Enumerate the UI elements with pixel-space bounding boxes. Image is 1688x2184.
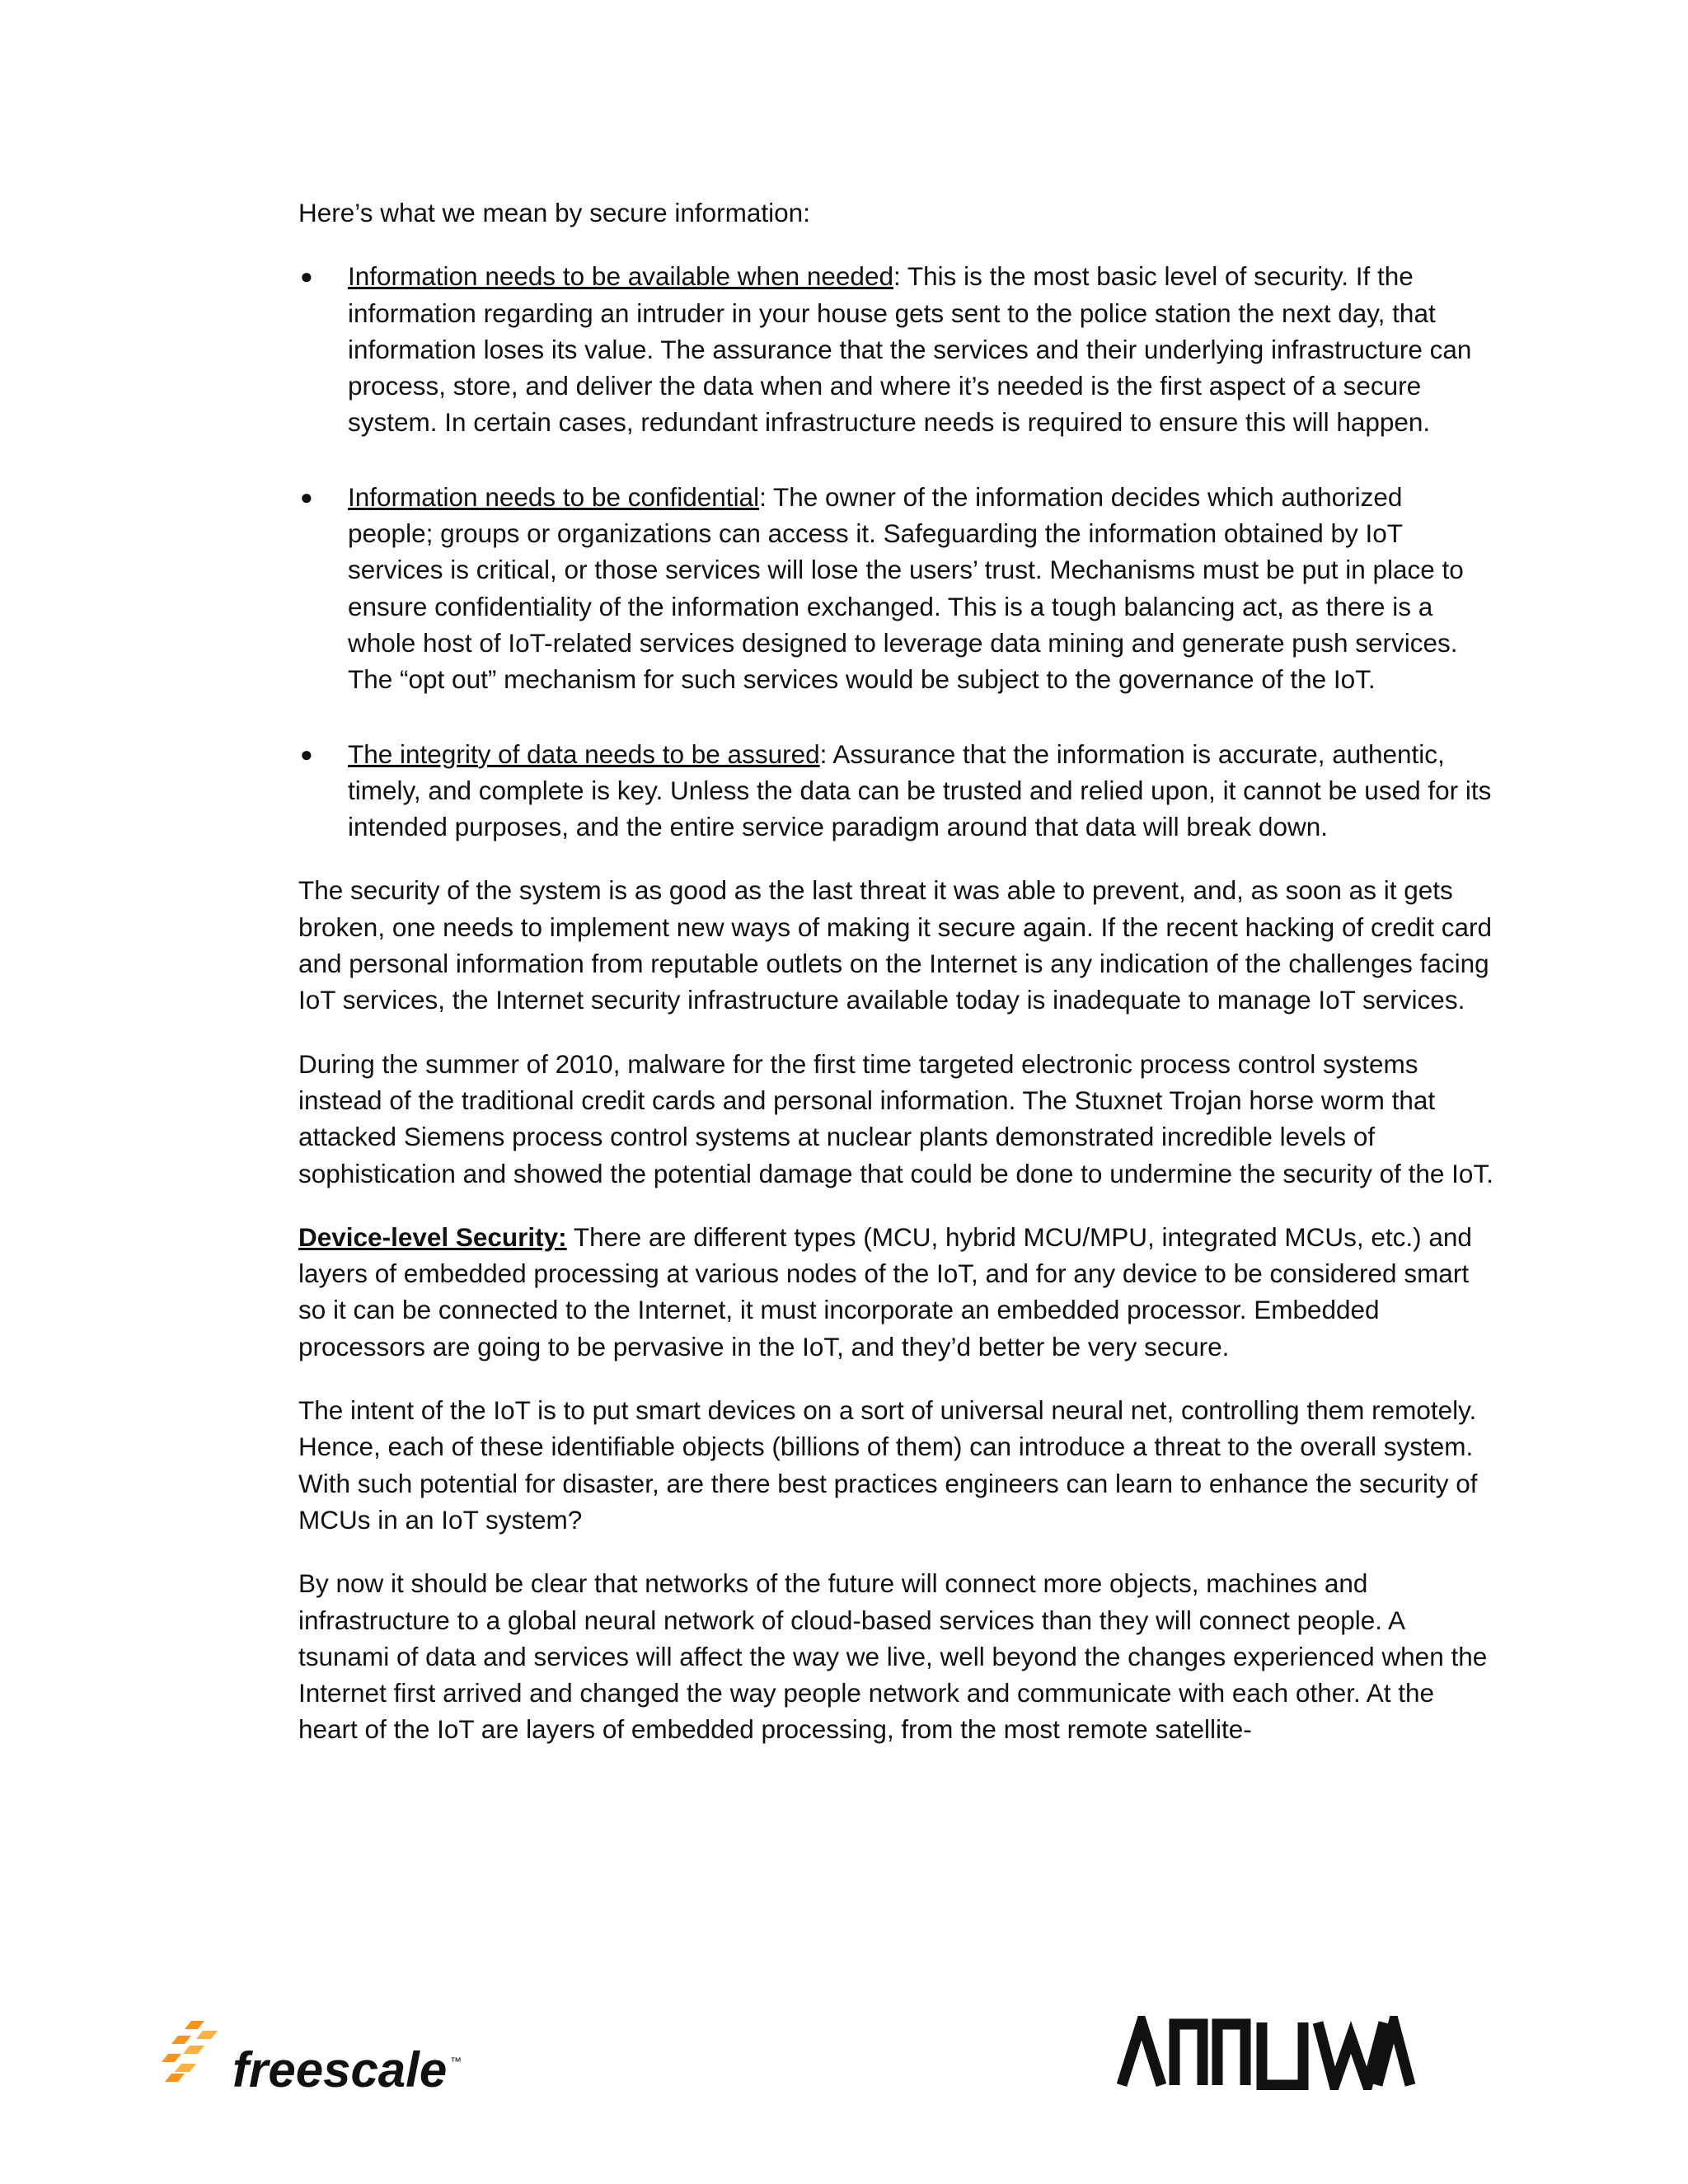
bullet-icon: ●: [300, 264, 313, 289]
paragraph-security-threats: The security of the system is as good as the last threat it was able to prevent, and, as soon as it gets broken, one needs to implement new ways of making it secure again. If the recent hacking of credit card and personal information from reputable outlets on the Internet is any indication of the challenges facing IoT services, the Internet security infrastructure available today is inadequate to manage IoT services.: [298, 875, 1493, 1015]
bullet-text: : The owner of the information decides which authorized people; groups or organizations can access it. Safeguarding the information obtained by IoT services is critical, or those services will lose the users’ trust. Mechanisms must be put in place to ensure confidentiality of the information exchanged. This is a tough balancing act, as there is a whole host of IoT-related services designed to leverage data mining and generate push services. The “opt out” mechanism for such services would be subject to the governance of the IoT.: [348, 481, 1464, 695]
bullet-title: The integrity of data needs to be assured: [348, 738, 820, 769]
bullet-icon: ●: [300, 741, 313, 766]
section-heading: Device-level Security:: [298, 1221, 567, 1252]
freescale-mark-icon: [162, 2021, 218, 2082]
bullet-icon: ●: [300, 484, 313, 509]
arrow-wordmark-icon: [1122, 2022, 1410, 2085]
paragraph-networks-future: By now it should be clear that networks of the future will connect more objects, machines and infrastructure to a global neural network of cloud-based services than they will connect people. A tsunami of data and services will affect the way we live, well beyond the changes experienced when the Internet first arrived and changed the way people network and communicate with each other. At the heart of the IoT are layers of embedded processing, from the most remote satellite-: [298, 1568, 1488, 1745]
list-item: [298, 736, 1493, 846]
paragraph-iot-intent: The intent of the IoT is to put smart devices on a sort of universal neural net, controlling them remotely. Hence, each of these identifiable objects (billions of them) can introduce a threat to the overall system. With such potential for disaster, are there best practices engineers can learn to enhance the security of MCUs in an IoT system?: [298, 1395, 1478, 1535]
page-body: [298, 194, 1493, 1775]
freescale-wordmark: freescale: [232, 2042, 448, 2097]
bullet-list: [298, 258, 1493, 845]
freescale-logo: [160, 2019, 473, 2110]
section-body: There are different types (MCU, hybrid MCU/MPU, integrated MCUs, etc.) and layers of embedded processing at various nodes of the IoT, and for any device to be considered smart so it can be connected to the Internet, it must incorporate an embedded processor. Embedded processors are going to be pervasive in the IoT, and they’d better be very secure.: [298, 1221, 1472, 1361]
arrow-logo: [1117, 2016, 1430, 2090]
paragraph-stuxnet: During the summer of 2010, malware for the first time targeted electronic process control systems instead of the traditional credit cards and personal information. The Stuxnet Trojan horse worm that attacked Siemens process control systems at nuclear plants demonstrated incredible levels of sophistication and showed the potential damage that could be done to undermine the security of the IoT.: [298, 1048, 1493, 1188]
bullet-text: : Assurance that the information is accurate, authentic, timely, and complete is key. Unless the data can be trusted and relied upon, it cannot be used for its intended purposes, and the entire service paradigm around that data will break down.: [348, 738, 1492, 842]
trademark-symbol: ™: [450, 2055, 462, 2068]
intro-text: Here’s what we mean by secure information:: [298, 198, 810, 227]
bullet-title: Information needs to be confidential: [348, 481, 760, 512]
bullet-title: Information needs to be available when needed: [348, 261, 893, 292]
paragraph-device-level-security: [298, 1219, 1493, 1365]
bullet-text: : This is the most basic level of security. If the information regarding an intruder in your house gets sent to the police station the next day, that information loses its value. The assurance that the services and their underlying infrastructure can process, store, and deliver the data when and where it’s needed is the first aspect of a secure system. In certain cases, redundant infrastructure needs is required to ensure this will happen.: [348, 261, 1472, 438]
list-item: [298, 479, 1493, 698]
list-item: [298, 258, 1493, 440]
